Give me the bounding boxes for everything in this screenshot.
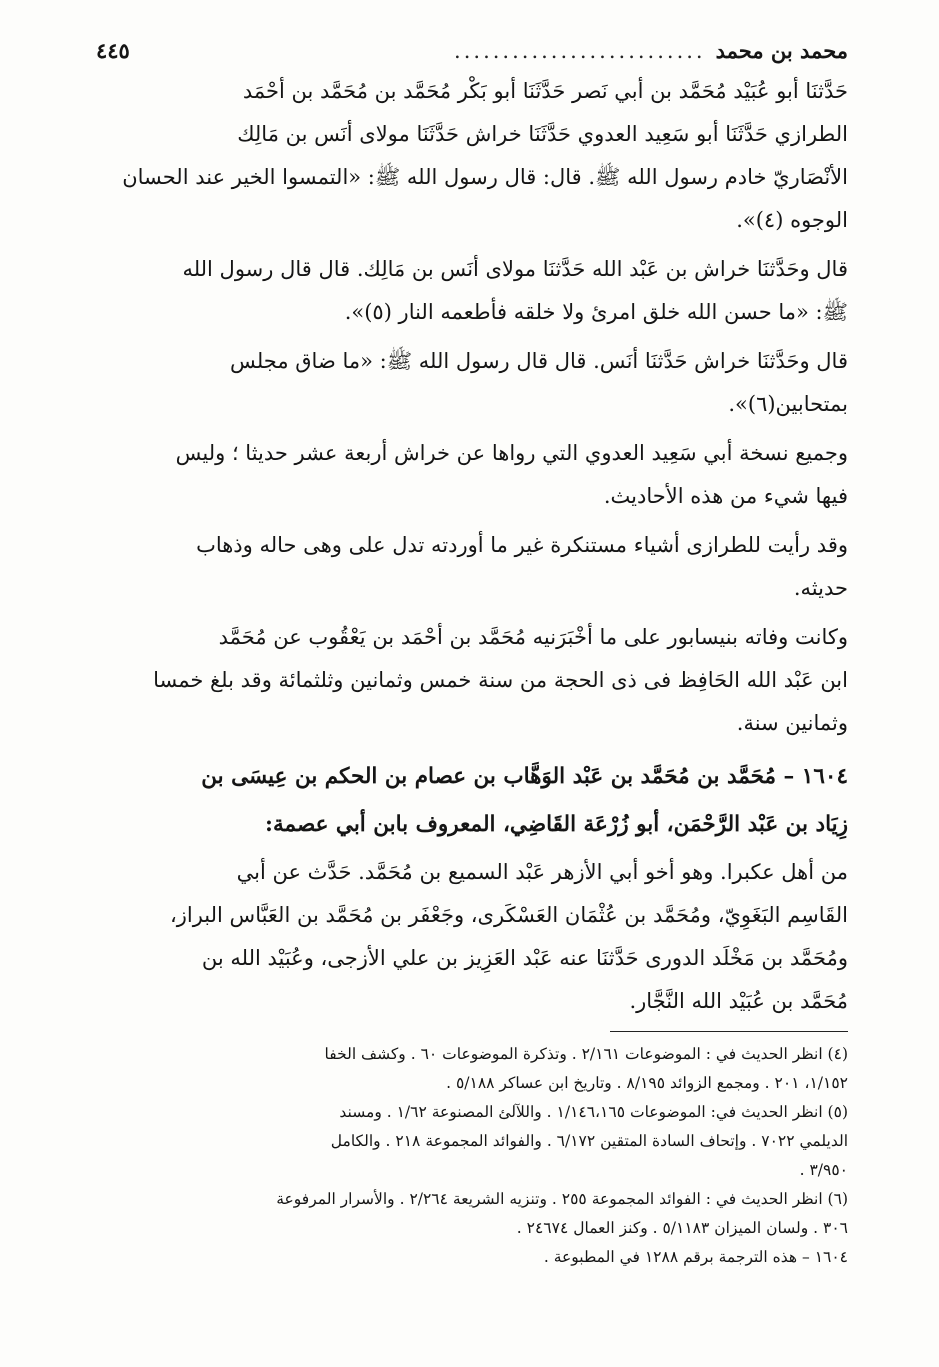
- text-line: فيها شيء من هذه الأحاديث.: [603, 484, 848, 508]
- text-line: وثمانين سنة.: [736, 711, 848, 735]
- footnote-line: (٤) انظر الحديث في : الموضوعات ٢/١٦١ . وتذكرة الموضوعات ٦٠ . وكشف الخفا: [324, 1045, 848, 1063]
- text-line: بمتحابين(٦)».: [728, 392, 848, 416]
- page-number: ٤٤٥: [96, 38, 130, 63]
- text-line: ﷺ: «ما حسن الله خلق امرئ ولا خلقه فأطعمه النار (٥)».: [344, 300, 848, 324]
- text-line: الأنْصَاريّ خادم رسول الله ﷺ. قال: قال رسول الله ﷺ: «التمسوا الخير عند الحسان: [122, 165, 848, 189]
- book-page: [96, 38, 848, 1272]
- running-title: محمد بن محمد: [715, 38, 848, 63]
- text-line: الطرازي حَدَّثَنَا أبو سَعِيد العدوي حَدَّثَنَا خراش حَدَّثَنَا مولاى أنَس بن مَالِك: [237, 122, 848, 146]
- footnotes: [96, 1040, 848, 1272]
- footnote-line: (٥) انظر الحديث في: الموضوعات ١/١٤٦،١٦٥ . واللآلئ المصنوعة ١/٦٢ . ومسند: [339, 1103, 848, 1121]
- header-dots: ..........................: [454, 39, 706, 63]
- footnote-line: ١/١٥٢، ٢٠١ . ومجمع الزوائد ٨/١٩٥ . وتاريخ ابن عساكر ٥/١٨٨ .: [446, 1074, 848, 1092]
- text-line: وجميع نسخة أبي سَعِيد العدوي التي رواها عن خراش أربعة عشر حديثا ؛ وليس: [175, 441, 848, 465]
- text-line: قال وحَدَّثنَا خراش بن عَبْد الله حَدَّثنَا مولاى أنَس بن مَالِك. قال قال رسول الله: [182, 257, 848, 281]
- text-line: من أهل عكبرا. وهو أخو أبي الأزهر عَبْد السميع بن مُحَمَّد. حَدَّث عن أبي: [236, 860, 848, 884]
- text-line: ابن عَبْد الله الحَافِظ فى ذى الحجة من سنة خمس وثمانين وثلثمائة وقد بلغ خمسا: [153, 668, 848, 692]
- text-line: الوجوه (٤)».: [736, 208, 848, 232]
- footnote-line: ٣/٩٥٠ .: [799, 1161, 848, 1179]
- text-line: وقد رأيت للطرازى أشياء مستنكرة غير ما أوردته تدل على وهى حاله وذهاب: [196, 533, 848, 557]
- entry-title-line: ١٦٠٤ – مُحَمَّد بن مُحَمَّد بن عَبْد الوَهَّاب بن عصام بن الحكم بن عِيسَى بن: [201, 764, 848, 789]
- text-line: قال وحَدَّثنَا خراش حَدَّثنَا أنَس. قال قال رسول الله ﷺ: «ما ضاق مجلس: [230, 349, 848, 373]
- text-line: القَاسِم البَغَوِيّ، ومُحَمَّد بن عُثْمَان العَسْكَرى، وجَعْفَر بن مُحَمَّد بن العَبَّاس البراز،: [169, 903, 848, 927]
- running-header: [96, 38, 848, 70]
- footnote-line: (٦) انظر الحديث في : الفوائد المجموعة ٢٥٥ . وتنزيه الشريعة ٢/٢٦٤ . والأسرار المرفوعة: [276, 1190, 848, 1208]
- text-line: وكانت وفاته بنيسابور على ما أخْبَرَنيه مُحَمَّد بن أحْمَد بن يَعْقُوب عن مُحَمَّد: [218, 625, 848, 649]
- text-line: مُحَمَّد بن عُبَيْد الله النَّجَّار.: [629, 989, 848, 1013]
- footnote-line: ٣٠٦ . ولسان الميزان ٥/١١٨٣ . وكنز العمال ٢٤٦٧٤ .: [516, 1219, 848, 1237]
- text-line: حديثه.: [793, 576, 848, 600]
- footnote-divider: [610, 1031, 848, 1032]
- main-text: [96, 70, 848, 1023]
- entry-title-line: زِيَاد بن عَبْد الرَّحْمَن، أبو زُرْعَة القَاضِي، المعروف بابن أبي عصمة:: [265, 812, 848, 837]
- text-line: ومُحَمَّد بن مَخْلَد الدورى حَدَّثنَا عنه عَبْد العَزِيز بن علي الأزجى، وعُبَيْد الله بن: [201, 946, 848, 970]
- text-line: حَدَّثنَا أبو عُبَيْد مُحَمَّد بن أبي نَصر حَدَّثَنَا أبو بَكْر مُحَمَّد بن مُحَمَّد بن أحْمَد: [242, 79, 848, 103]
- footnote-line: ١٦٠٤ – هذه الترجمة برقم ١٢٨٨ في المطبوعة .: [543, 1248, 848, 1266]
- footnote-line: الديلمي ٧٠٢٢ . وإتحاف السادة المتقين ٦/١٧٢ . والفوائد المجموعة ٢١٨ . والكامل: [330, 1132, 848, 1150]
